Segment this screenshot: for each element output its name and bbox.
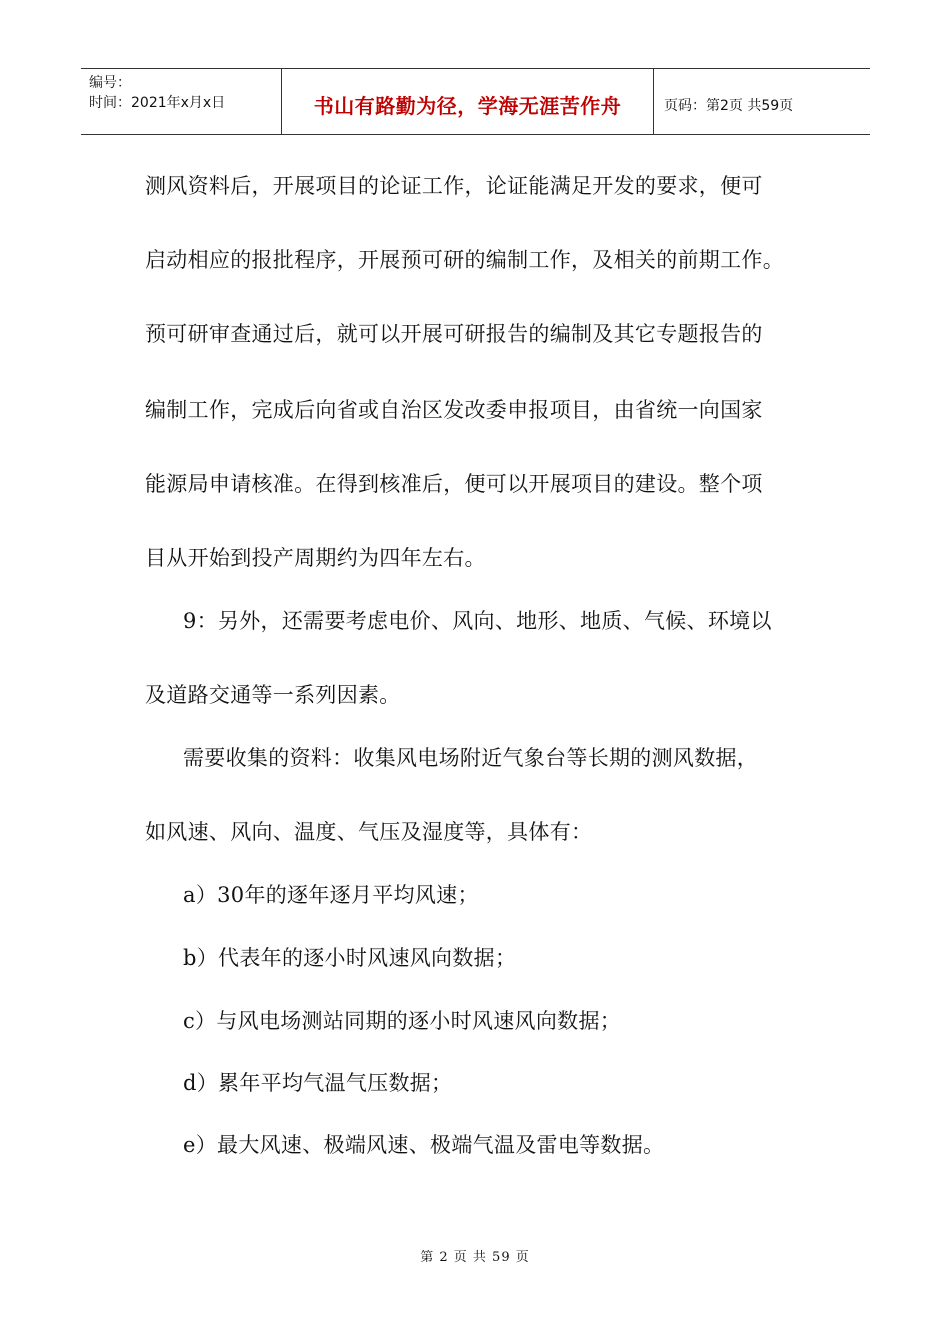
list-item: a）30年的逐年逐月平均风速； bbox=[183, 883, 479, 907]
header-motto-cell bbox=[282, 69, 654, 134]
body-line: 需要收集的资料：收集风电场附近气象台等长期的测风数据， bbox=[183, 746, 759, 770]
body-line: 测风资料后，开展项目的论证工作，论证能满足开发的要求，便可 bbox=[145, 174, 763, 198]
body-line: 编制工作，完成后向省或自治区发改委申报项目，由省统一向国家 bbox=[145, 398, 763, 422]
document-date-label: 时间：2021年x月x日 bbox=[89, 95, 226, 111]
header-motto: 书山有路勤为径，学海无涯苦作舟 bbox=[313, 94, 622, 118]
header-page-label: 页码：第2页 共59页 bbox=[664, 97, 794, 114]
body-line: 启动相应的报批程序，开展预可研的编制工作，及相关的前期工作。 bbox=[145, 248, 784, 272]
body-line: 如风速、风向、温度、气压及湿度等，具体有： bbox=[145, 820, 593, 844]
body-line: 预可研审查通过后，就可以开展可研报告的编制及其它专题报告的 bbox=[145, 322, 763, 346]
page-header bbox=[81, 68, 870, 135]
header-page-cell bbox=[654, 69, 870, 134]
body-line: 能源局申请核准。在得到核准后，便可以开展项目的建设。整个项 bbox=[145, 472, 763, 496]
list-item: e）最大风速、极端风速、极端气温及雷电等数据。 bbox=[183, 1133, 665, 1157]
page-footer: 第 2 页 共 59 页 bbox=[420, 1250, 530, 1265]
list-item: b）代表年的逐小时风速风向数据； bbox=[183, 946, 517, 970]
header-meta bbox=[81, 69, 282, 134]
body-line: 9：另外，还需要考虑电价、风向、地形、地质、气候、环境以 bbox=[183, 609, 772, 633]
list-item: c）与风电场测站同期的逐小时风速风向数据； bbox=[183, 1009, 622, 1033]
body-line: 及道路交通等一系列因素。 bbox=[145, 683, 401, 707]
document-number-label: 编号： bbox=[89, 75, 131, 91]
body-line: 目从开始到投产周期约为四年左右。 bbox=[145, 546, 486, 570]
list-item: d）累年平均气温气压数据； bbox=[183, 1071, 453, 1095]
